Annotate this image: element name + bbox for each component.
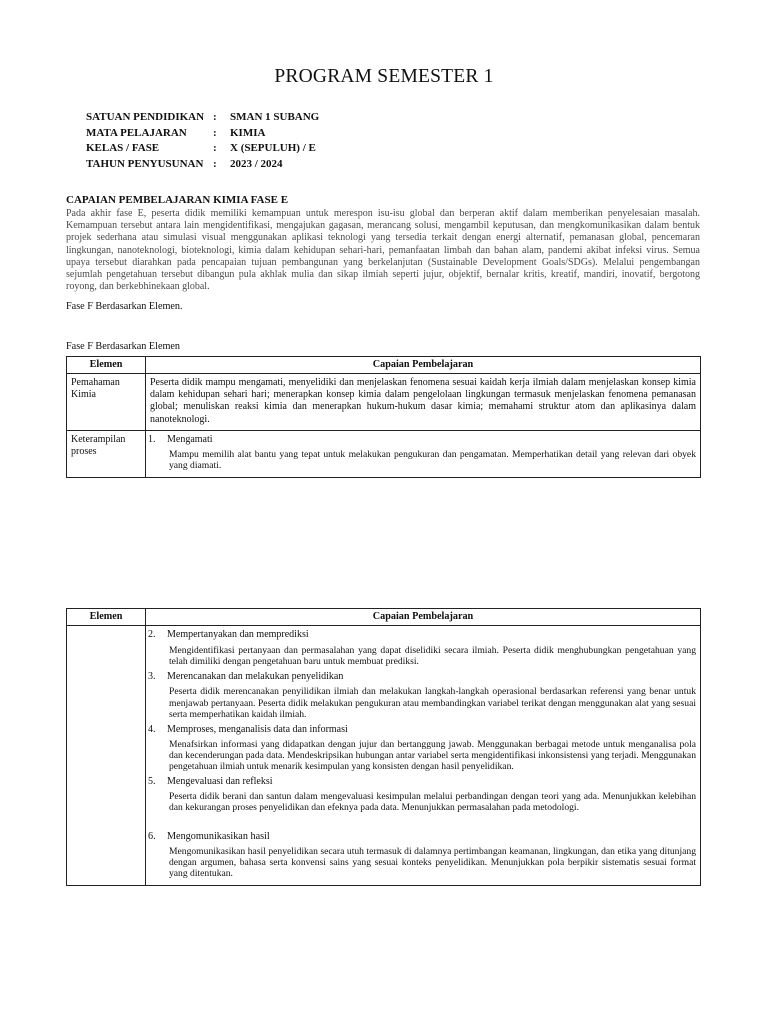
- page-title: PROGRAM SEMESTER 1: [274, 66, 494, 87]
- item-description: Mengomunikasikan hasil penyelidikan secara utuh termasuk di dalamnya pertimbangan keamanan, lingkungan, dan etika yang ditunjang dengan argumen, bahasa serta konvensi sains yang sesuai konteks penyelidikan. Menunjukkan pola berpikir sistematis sesuai format yang ditentukan.: [169, 846, 696, 880]
- info-row-school: [86, 110, 319, 126]
- list-item: [146, 776, 700, 813]
- table-row: [67, 374, 701, 431]
- table-row: [67, 626, 701, 886]
- list-item: [146, 724, 700, 773]
- item-number: 6.: [148, 831, 156, 843]
- info-colon: :: [213, 157, 217, 170]
- item-number: 1.: [148, 433, 156, 445]
- item-description: Mengidentifikasi pertanyaan dan permasalahan yang dapat diselidiki secara ilmiah. Peserta didik menghubungkan pengetahuan yang telah dimiliki dengan pengetahuan baru untuk membuat prediksi.: [169, 645, 696, 668]
- info-value: KIMIA: [230, 126, 266, 139]
- elemen-cell: [67, 626, 146, 886]
- item-description: Menafsirkan informasi yang didapatkan dengan jujur dan bertanggung jawab. Menggunakan berbagai metode untuk menganalisa pola dan kecenderungan pada data. Mendeskripsikan hubungan antar variabel serta mengidentifikasi inkonsistensi yang terjadi. Menggunakan pengetahuan ilmiah untuk menarik kesimpulan yang konsisten dengan hasil penyelidikan.: [169, 739, 696, 773]
- item-title: Mengevaluasi dan refleksi: [167, 775, 273, 787]
- item-title-row: [148, 671, 696, 683]
- info-row-class: [86, 141, 319, 157]
- list-item: [146, 629, 700, 667]
- item-title-row: [148, 434, 696, 446]
- item-title: Merencanakan dan melakukan penyelidikan: [167, 671, 344, 683]
- capaian-table-2: [66, 608, 701, 886]
- elemen-cell: Pemahaman Kimia: [67, 374, 146, 431]
- info-value: X (SEPULUH) / E: [230, 142, 316, 154]
- item-title: Mempertanyakan dan memprediksi: [167, 629, 309, 640]
- item-description: Peserta didik merencanakan penyilidikan ilmiah dan melakukan langkah-langkah operasional berdasarkan referensi yang benar untuk menjawab pertanyaan. Peserta didik melakukan pengukuran atau membandingkan variabel terikat dengan menggunakan alat yang sesuai serta memperhatikan kaidah ilmiah.: [169, 686, 696, 720]
- item-title-row: [148, 724, 696, 736]
- table-caption: Fase F Berdasarkan Elemen: [66, 341, 181, 352]
- info-label: KELAS / FASE: [86, 142, 160, 154]
- section-heading: CAPAIAN PEMBELAJARAN KIMIA FASE E: [66, 194, 289, 206]
- info-label: SATUAN PENDIDIKAN: [86, 111, 205, 123]
- item-title: Mengomunikasikan hasil: [167, 831, 270, 843]
- table-header-row: [67, 609, 701, 626]
- capaian-table-1: [66, 356, 701, 478]
- info-colon: :: [213, 142, 217, 154]
- table-row: [67, 430, 701, 477]
- capaian-cell: [146, 430, 701, 477]
- elemen-cell: Keterampilan proses: [67, 430, 146, 477]
- list-item: [146, 434, 700, 471]
- item-number: 2.: [148, 629, 156, 640]
- info-value: 2023 / 2024: [230, 157, 283, 170]
- info-row-subject: [86, 126, 319, 142]
- list-item: [146, 831, 700, 880]
- fase-caption: Fase F Berdasarkan Elemen.: [66, 301, 183, 312]
- item-title: Mengamati: [167, 433, 213, 445]
- list-item: [146, 671, 700, 720]
- table-header-row: [67, 357, 701, 374]
- info-value: SMAN 1 SUBANG: [230, 111, 320, 123]
- info-colon: :: [213, 126, 217, 139]
- item-title: Memproses, menganalisis data dan informasi: [167, 724, 348, 736]
- item-title-row: [148, 776, 696, 788]
- item-number: 5.: [148, 775, 156, 787]
- header-elemen: Elemen: [67, 609, 146, 626]
- section-paragraph: Pada akhir fase E, peserta didik memiliki kemampuan untuk merespon isu-isu global dan berperan aktif dalam memberikan penyelesaian masalah. Kemampuan tersebut antara lain mengidentifikasi, mengajukan gagasan, merancang solusi, mengambil keputusan, dan mengkomunikasikan dalam bentuk projek sederhana atau simulasi visual menggunakan aplikasi teknologi yang tersedia terkait dengan energi alternatif, pemanasan global, pencemaran lingkungan, nanoteknologi, bioteknologi, kimia dalam kehidupan sehari-hari, pemanfaatan limbah dan bahan alam, pandemi akibat infeksi virus. Semua upaya tersebut diarahkan pada pencapaian tujuan pembangunan yang berkelanjutan (Sustainable Development Goals/SDGs). Melalui pengembangan sejumlah pengetahuan tersebut dibangun pula akhlak mulia dan sikap ilmiah seperti jujur, objektif, bernalar kritis, kreatif, mandiri, inovatif, bergotong royong, dan berkebhinekaan global.: [66, 208, 700, 293]
- identity-block: [86, 110, 319, 172]
- item-title-row: [148, 629, 696, 641]
- info-label: MATA PELAJARAN: [86, 126, 187, 139]
- info-label: TAHUN PENYUSUNAN: [86, 157, 204, 170]
- header-capaian: Capaian Pembelajaran: [146, 357, 701, 374]
- item-title-row: [148, 831, 696, 843]
- info-row-year: [86, 157, 319, 173]
- header-capaian: Capaian Pembelajaran: [146, 609, 701, 626]
- capaian-cell: Peserta didik mampu mengamati, menyelidiki dan menjelaskan fenomena sesuai kaidah kerja ilmiah dalam menjelaskan konsep kimia dalam kehidupan sehari hari; menerapkan konsep kimia dalam pengelolaan lingkungan termasuk menjelaskan fenomena pemanasan global; menuliskan reaksi kimia dan menerapkan hukum-hukum dasar kimia; memahami struktur atom dan aplikasinya dalam nanoteknologi.: [146, 374, 701, 431]
- header-elemen: Elemen: [67, 357, 146, 374]
- info-colon: :: [213, 111, 217, 123]
- capaian-cell: [146, 626, 701, 886]
- item-description: Peserta didik berani dan santun dalam mengevaluasi kesimpulan melalui perbandingan dengan teori yang ada. Menunjukkan kelebihan dan kekurangan proses penyelidikan dan efeknya pada data. Menunjukkan permasalahan pada metodologi.: [169, 790, 696, 813]
- item-description: Mampu memilih alat bantu yang tepat untuk melakukan pengukuran dan pengamatan. Memperhatikan detail yang relevan dari obyek yang diamati.: [169, 448, 696, 472]
- item-number: 3.: [148, 671, 156, 683]
- item-number: 4.: [148, 724, 156, 736]
